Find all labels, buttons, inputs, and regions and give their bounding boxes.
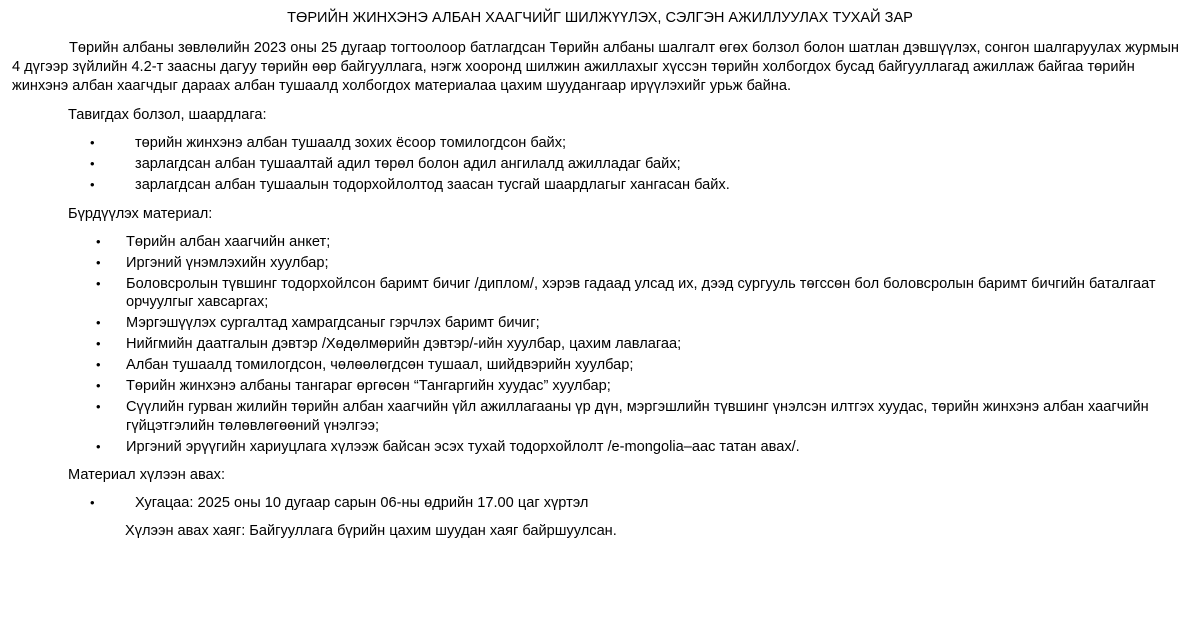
requirements-heading: Тавигдах болзол, шаардлага: xyxy=(68,107,267,123)
bullet-icon: • xyxy=(96,438,101,454)
list-item-text: Албан тушаалд томилогдсон, чөлөөлөгдсөн тушаал, шийдвэрийн хуулбар; xyxy=(126,357,634,373)
list-item xyxy=(12,176,1188,195)
materials-heading: Бүрдүүлэх материал: xyxy=(68,205,213,222)
list-item xyxy=(12,438,1188,457)
list-item-text: төрийн жинхэнэ албан тушаалд зохих ёсоор томилогдсон байх; xyxy=(135,135,567,151)
list-item xyxy=(12,356,1188,375)
list-item xyxy=(12,134,1188,153)
list-item-text: Иргэний үнэмлэхийн хуулбар; xyxy=(126,254,329,271)
list-item-text: Төрийн албан хаагчийн анкет; xyxy=(126,233,331,250)
list-item-text: Сүүлийн гурван жилийн төрийн албан хаагчийн үйл ажиллагааны үр дүн, мэргэшлийн түвшинг үнэлсэн илтгэх хуудас, төрийн жинхэнэ албан хаагчийн гүйцэтгэлийн төлөвлөгөөний үнэлгээ; xyxy=(126,399,1149,434)
list-item-text: зарлагдсан албан тушаалын тодорхойлолтод заасан тусгай шаардлагыг хангасан байх. xyxy=(135,177,730,193)
list-item xyxy=(12,398,1188,435)
intro-paragraph: Төрийн албаны зөвлөлийн 2023 оны 25 дугаар тогтоолоор батлагдсан Төрийн албаны шалгалт өгөх болзол болон шатлан дэвшүүлэх, сонгон шалгаруулах журмын 4 дүгээр зүйлийн 4.2-т заасны дагуу төрийн өөр байгууллага, нэгж хооронд шилжин ажиллахыг хүссэн төрийн холбогдох бусад байгууллагад ажиллаж байгаа төрийн жинхэнэ албан хаагчдыг дараах албан тушаалд холбогдох материалаа цахим шуудангаар ирүүлэхийг урьж байна. xyxy=(12,40,1179,94)
materials-list xyxy=(12,233,1188,457)
bullet-icon: • xyxy=(96,233,101,249)
bullet-icon: • xyxy=(96,378,101,393)
list-item-text: Мэргэшүүлэх сургалтад хамрагдсаныг гэрчлэх баримт бичиг; xyxy=(126,315,540,331)
bullet-icon: • xyxy=(96,254,101,270)
bullet-icon: • xyxy=(96,315,101,330)
document-title: ТӨРИЙН ЖИНХЭНЭ АЛБАН ХААГЧИЙГ ШИЛЖҮҮЛЭХ, СЭЛГЭН АЖИЛЛУУЛАХ ТУХАЙ ЗАР xyxy=(287,10,913,26)
submission-heading: Материал хүлээн авах: xyxy=(68,467,225,483)
list-item-text: Боловсролын түвшинг тодорхойлсон баримт бичиг /диплом/, хэрэв гадаад улсад их, дээд сургууль төгссөн бол боловсролын баримт бичгийн баталгаат орчуулгыг хавсаргах; xyxy=(126,275,1156,310)
list-item-text: Төрийн жинхэнэ албаны тангараг өргөсөн “Тангаргийн хуудас” хуулбар; xyxy=(126,378,611,394)
list-item xyxy=(12,254,1188,273)
list-item xyxy=(12,233,1188,252)
bullet-icon: • xyxy=(96,336,101,351)
submission-address: Хүлээн авах хаяг: Байгууллага бүрийн цахим шуудан хаяг байршуулсан. xyxy=(125,522,617,539)
bullet-icon: • xyxy=(90,156,95,171)
list-item-text: Нийгмийн даатгалын дэвтэр /Хөдөлмөрийн дэвтэр/-ийн хуулбар, цахим лавлагаа; xyxy=(126,336,682,352)
bullet-icon: • xyxy=(96,275,101,291)
bullet-icon: • xyxy=(90,135,95,150)
bullet-icon: • xyxy=(96,399,101,414)
list-item xyxy=(12,155,1188,174)
list-item xyxy=(12,377,1188,396)
requirements-list xyxy=(12,134,1188,195)
list-item-text: зарлагдсан албан тушаалтай адил төрөл болон адил ангилалд ажилладаг байх; xyxy=(135,156,681,172)
list-item xyxy=(12,314,1188,333)
list-item xyxy=(12,275,1188,312)
bullet-icon: • xyxy=(96,357,101,372)
list-item xyxy=(12,494,1188,513)
bullet-icon: • xyxy=(90,495,95,510)
announcement-document xyxy=(12,0,1188,540)
submission-list xyxy=(12,494,1188,513)
list-item-text: Иргэний эрүүгийн хариуцлага хүлээж байсан эсэх тухай тодорхойлолт /e-mongolia–аас татан авах/. xyxy=(126,438,800,455)
list-item xyxy=(12,335,1188,354)
bullet-icon: • xyxy=(90,177,95,192)
deadline-text: Хугацаа: 2025 оны 10 дугаар сарын 06-ны өдрийн 17.00 цаг хүртэл xyxy=(135,495,589,511)
